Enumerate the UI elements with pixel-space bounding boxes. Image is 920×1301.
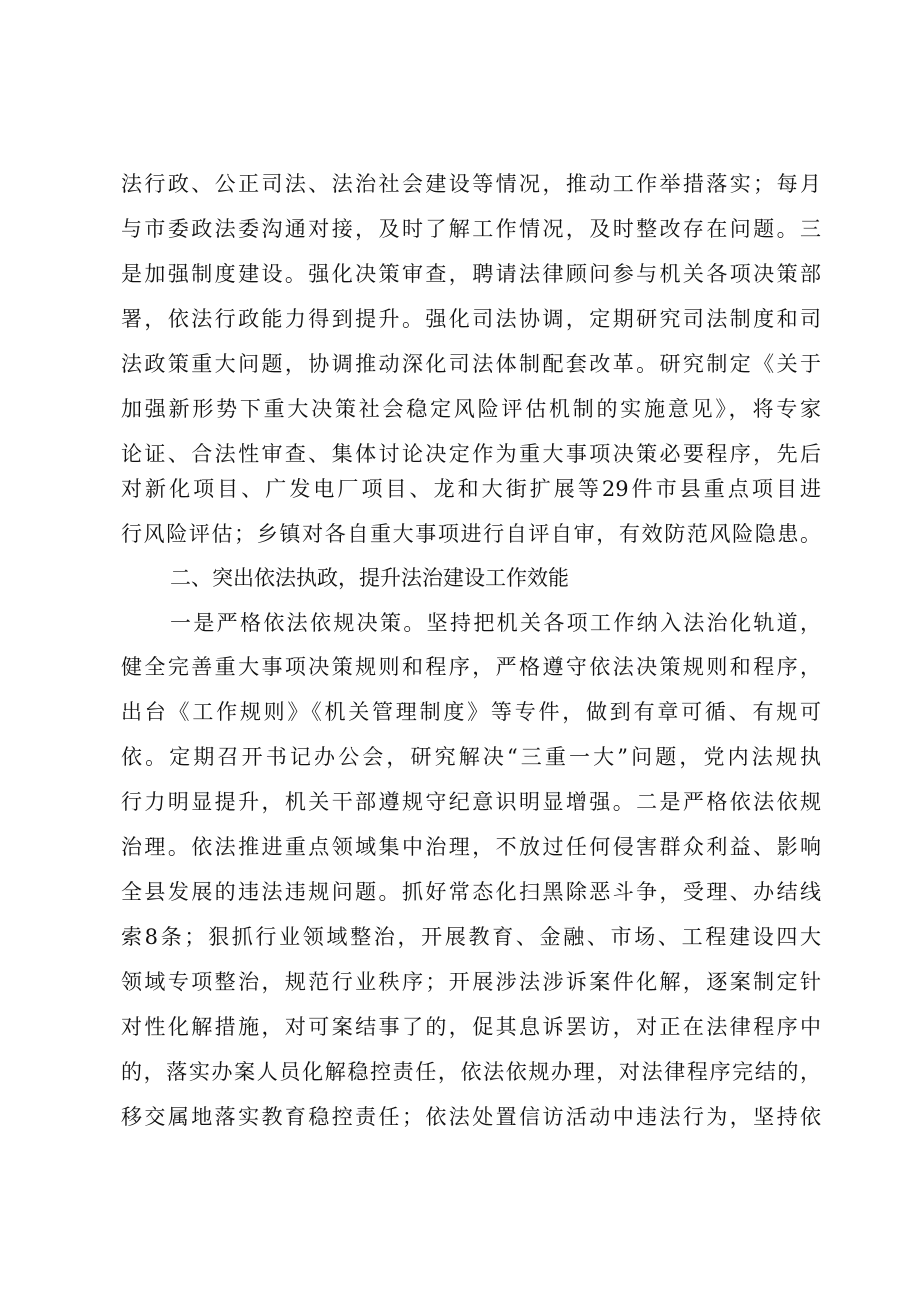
paragraph-line: 加强新形势下重大决策社会稳定风险评估机制的实施意见》，将专家	[121, 397, 821, 421]
paragraph-line: 领域专项整治，规范行业秩序；开展涉法涉诉案件化解，逐案制定针	[121, 970, 821, 994]
paragraph-line: 与市委政法委沟通对接，及时了解工作情况，及时整改存在问题。三	[121, 217, 821, 241]
paragraph-line: 的，落实办案人员化解稳控责任，依法依规办理，对法律程序完结的，	[121, 1060, 821, 1084]
section-heading: 二、突出依法执政，提升法治建设工作效能	[170, 566, 569, 590]
paragraph-line: 论证、合法性审查、集体讨论决定作为重大事项决策必要程序，先后	[121, 442, 821, 466]
paragraph-line: 全县发展的违法违规问题。抓好常态化扫黑除恶斗争，受理、办结线	[121, 880, 821, 904]
paragraph-line: 对新化项目、广发电厂项目、龙和大街扩展等29件市县重点项目进	[121, 477, 821, 501]
paragraph-line: 索8条；狠抓行业领域整治，开展教育、金融、市场、工程建设四大	[121, 925, 821, 949]
paragraph-line: 行风险评估；乡镇对各自重大事项进行自评自审，有效防范风险隐患。	[121, 522, 821, 546]
paragraph-line: 法政策重大问题，协调推动深化司法体制配套改革。研究制定《关于	[121, 352, 821, 376]
paragraph-line: 法行政、公正司法、法治社会建设等情况，推动工作举措落实；每月	[121, 172, 821, 196]
paragraph-line: 治理。依法推进重点领域集中治理，不放过任何侵害群众利益、影响	[121, 835, 821, 859]
paragraph-line: 署，依法行政能力得到提升。强化司法协调，定期研究司法制度和司	[121, 307, 821, 331]
paragraph-line: 是加强制度建设。强化决策审查，聘请法律顾问参与机关各项决策部	[121, 262, 821, 286]
paragraph-line: 依。定期召开书记办公会，研究解决“三重一大”问题，党内法规执	[121, 745, 821, 769]
paragraph-line: 出台《工作规则》《机关管理制度》等专件，做到有章可循、有规可	[121, 700, 821, 724]
paragraph-line: 对性化解措施，对可案结事了的，促其息诉罢访，对正在法律程序中	[121, 1015, 821, 1039]
paragraph-line: 行力明显提升，机关干部遵规守纪意识明显增强。二是严格依法依规	[121, 790, 821, 814]
paragraph-line: 移交属地落实教育稳控责任；依法处置信访活动中违法行为，坚持依	[121, 1105, 821, 1129]
paragraph-line: 健全完善重大事项决策规则和程序，严格遵守依法决策规则和程序，	[121, 655, 821, 679]
paragraph-line: 一是严格依法依规决策。坚持把机关各项工作纳入法治化轨道，	[170, 611, 821, 635]
